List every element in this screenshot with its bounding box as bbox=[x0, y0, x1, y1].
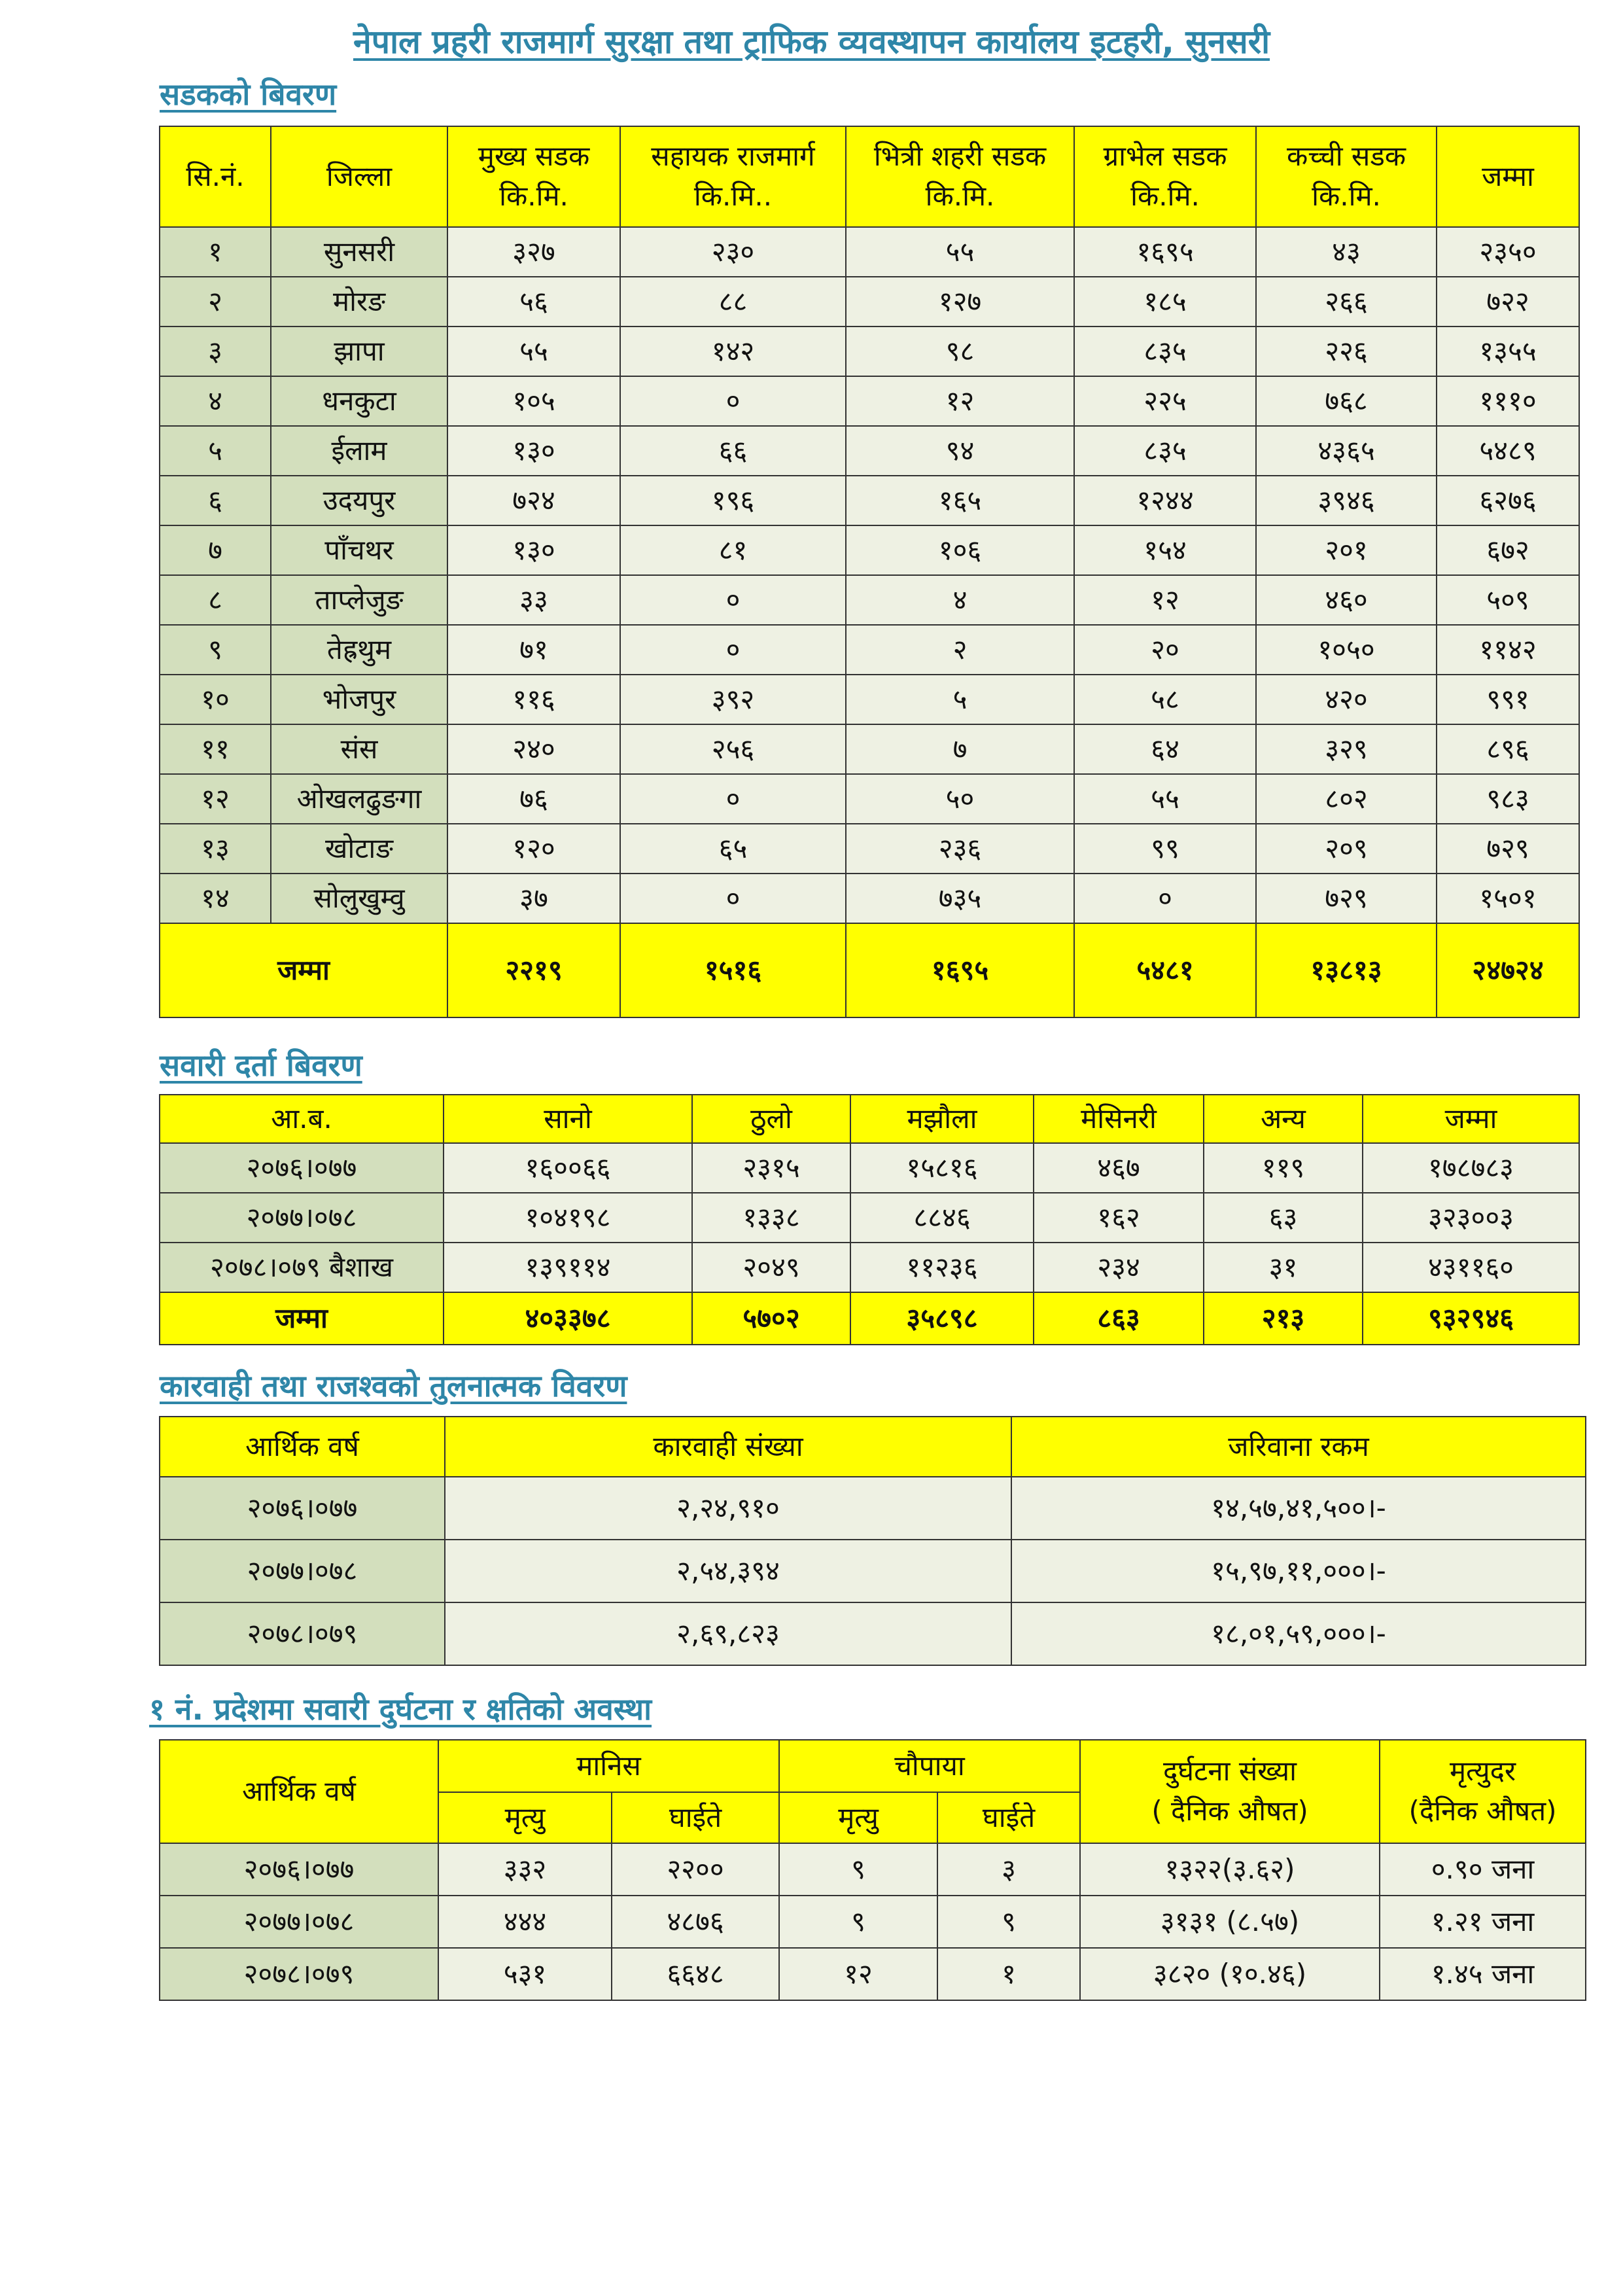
header-accident-count: दुर्घटना संख्या ( दैनिक औषत) bbox=[1080, 1740, 1380, 1843]
table-cell: ९ bbox=[779, 1896, 937, 1948]
road-table-header bbox=[160, 126, 1579, 227]
table-cell: ३ bbox=[937, 1843, 1080, 1896]
table-cell: ५५ bbox=[447, 327, 620, 376]
table-cell: सोलुखुम्वु bbox=[271, 874, 447, 923]
header-cattle: चौपाया bbox=[779, 1740, 1080, 1792]
table-cell: २५६ bbox=[620, 724, 846, 774]
table-cell: २०७८।०७९ bbox=[160, 1948, 438, 2000]
table-cell: ८९६ bbox=[1437, 724, 1579, 774]
table-cell: ४२० bbox=[1256, 675, 1437, 724]
table-cell: १२४४ bbox=[1074, 476, 1256, 525]
road-table-row bbox=[160, 824, 1579, 874]
table-cell: १२ bbox=[1074, 575, 1256, 625]
table-cell: ६६ bbox=[620, 426, 846, 476]
header-total: जम्मा bbox=[1437, 126, 1579, 227]
header-urban-road: भित्री शहरी सडक कि.मि. bbox=[846, 126, 1074, 227]
table-cell: ० bbox=[620, 575, 846, 625]
total-cell: २२१९ bbox=[447, 923, 620, 1017]
header-sn: सि.नं. bbox=[160, 126, 271, 227]
table-cell: २०७७।०७८ bbox=[160, 1540, 445, 1602]
table-cell: सुनसरी bbox=[271, 227, 447, 277]
table-cell: १५४ bbox=[1074, 525, 1256, 575]
vehicle-table-row bbox=[160, 1143, 1579, 1193]
header-fiscal-year: आर्थिक वर्ष bbox=[160, 1417, 445, 1477]
table-cell: ६२७६ bbox=[1437, 476, 1579, 525]
table-cell: ३९४६ bbox=[1256, 476, 1437, 525]
total-cell: १३८१३ bbox=[1256, 923, 1437, 1017]
table-cell: ५०९ bbox=[1437, 575, 1579, 625]
table-cell: पाँचथर bbox=[271, 525, 447, 575]
total-cell: ३५८९८ bbox=[850, 1292, 1034, 1345]
table-cell: ४३ bbox=[1256, 227, 1437, 277]
header-human: मानिस bbox=[438, 1740, 779, 1792]
total-label: जम्मा bbox=[160, 1292, 444, 1345]
header-death-rate: मृत्युदर (दैनिक औषत) bbox=[1380, 1740, 1586, 1843]
table-cell: ११६ bbox=[447, 675, 620, 724]
table-cell: मोरङ bbox=[271, 277, 447, 327]
action-section-heading: कारवाही तथा राजश्वको तुलनात्मक विवरण bbox=[160, 1368, 627, 1404]
table-cell: ६ bbox=[160, 476, 271, 525]
table-cell: ३८२० (१०.४६) bbox=[1080, 1948, 1380, 2000]
table-cell: ०.९० जना bbox=[1380, 1843, 1586, 1896]
table-cell: ३१३१ (८.५७) bbox=[1080, 1896, 1380, 1948]
table-cell: ५५ bbox=[1074, 774, 1256, 824]
table-cell: १२ bbox=[779, 1948, 937, 2000]
action-table-row bbox=[160, 1477, 1586, 1540]
table-cell: ६४ bbox=[1074, 724, 1256, 774]
total-cell: ४०३३७८ bbox=[444, 1292, 692, 1345]
action-table-row bbox=[160, 1602, 1586, 1665]
table-cell: २२५ bbox=[1074, 376, 1256, 426]
table-cell: २० bbox=[1074, 625, 1256, 675]
road-table-row bbox=[160, 525, 1579, 575]
total-cell: २४७२४ bbox=[1437, 923, 1579, 1017]
table-cell: ३९२ bbox=[620, 675, 846, 724]
table-cell: ० bbox=[620, 774, 846, 824]
table-cell: ४३६५ bbox=[1256, 426, 1437, 476]
table-cell: ५३१ bbox=[438, 1948, 612, 2000]
table-cell: २ bbox=[160, 277, 271, 327]
table-cell: २०४९ bbox=[692, 1243, 850, 1292]
road-table-row bbox=[160, 625, 1579, 675]
table-cell: ३ bbox=[160, 327, 271, 376]
table-cell: २३० bbox=[620, 227, 846, 277]
table-cell: ७१ bbox=[447, 625, 620, 675]
action-table-header bbox=[160, 1417, 1586, 1477]
table-cell: २४० bbox=[447, 724, 620, 774]
table-cell: १०६ bbox=[846, 525, 1074, 575]
table-cell: धनकुटा bbox=[271, 376, 447, 426]
table-cell: १८५ bbox=[1074, 277, 1256, 327]
table-cell: २३६ bbox=[846, 824, 1074, 874]
total-cell: २१३ bbox=[1204, 1292, 1363, 1345]
table-cell: १६५ bbox=[846, 476, 1074, 525]
road-section-heading: सडकको बिवरण bbox=[160, 77, 337, 112]
table-cell: ९ bbox=[160, 625, 271, 675]
total-cell: ८६३ bbox=[1034, 1292, 1204, 1345]
accident-table-row bbox=[160, 1896, 1586, 1948]
table-cell: ३३२ bbox=[438, 1843, 612, 1896]
table-cell: १११० bbox=[1437, 376, 1579, 426]
header-total: जम्मा bbox=[1363, 1095, 1579, 1143]
table-cell: ७६ bbox=[447, 774, 620, 824]
table-cell: २०७६।०७७ bbox=[160, 1843, 438, 1896]
table-cell: ७ bbox=[846, 724, 1074, 774]
table-cell: १५,९७,११,०००।- bbox=[1011, 1540, 1586, 1602]
header-small: सानो bbox=[444, 1095, 692, 1143]
table-cell: ४ bbox=[160, 376, 271, 426]
table-cell: ० bbox=[620, 376, 846, 426]
road-table-row bbox=[160, 227, 1579, 277]
table-cell: ९८ bbox=[846, 327, 1074, 376]
header-district: जिल्ला bbox=[271, 126, 447, 227]
page-title: नेपाल प्रहरी राजमार्ग सुरक्षा तथा ट्राफिक व्यवस्थापन कार्यालय इटहरी, सुनसरी bbox=[353, 23, 1270, 61]
table-cell: ८८४६ bbox=[850, 1193, 1034, 1243]
table-cell: उदयपुर bbox=[271, 476, 447, 525]
table-cell: १.४५ जना bbox=[1380, 1948, 1586, 2000]
table-cell: १२ bbox=[160, 774, 271, 824]
table-cell: १७८७८३ bbox=[1363, 1143, 1579, 1193]
table-cell: झापा bbox=[271, 327, 447, 376]
table-cell: २०७८।०७९ बैशाख bbox=[160, 1243, 444, 1292]
table-cell: २,५४,३९४ bbox=[445, 1540, 1011, 1602]
road-table-row bbox=[160, 277, 1579, 327]
table-cell: ४६० bbox=[1256, 575, 1437, 625]
table-cell: ११९ bbox=[1204, 1143, 1363, 1193]
table-cell: ८ bbox=[160, 575, 271, 625]
table-cell: ११ bbox=[160, 724, 271, 774]
table-cell: ८८ bbox=[620, 277, 846, 327]
table-cell: १०५ bbox=[447, 376, 620, 426]
table-cell: १० bbox=[160, 675, 271, 724]
table-cell: १२७ bbox=[846, 277, 1074, 327]
vehicle-table-row bbox=[160, 1243, 1579, 1292]
table-cell: ६७२ bbox=[1437, 525, 1579, 575]
header-main-road: मुख्य सडक कि.मि. bbox=[447, 126, 620, 227]
table-cell: ७२९ bbox=[1437, 824, 1579, 874]
accident-section-heading: १ नं. प्रदेशमा सवारी दुर्घटना र क्षतिको अवस्था bbox=[149, 1691, 652, 1727]
vehicle-table-header bbox=[160, 1095, 1579, 1143]
table-cell: ५ bbox=[846, 675, 1074, 724]
table-cell: १५०१ bbox=[1437, 874, 1579, 923]
table-cell: २ bbox=[846, 625, 1074, 675]
header-human-injured: घाईते bbox=[612, 1792, 779, 1843]
total-cell: ५४८१ bbox=[1074, 923, 1256, 1017]
table-cell: ५ bbox=[160, 426, 271, 476]
total-cell: १६९५ bbox=[846, 923, 1074, 1017]
table-cell: २३४ bbox=[1034, 1243, 1204, 1292]
header-cattle-death: मृत्यु bbox=[779, 1792, 937, 1843]
vehicle-table-row bbox=[160, 1193, 1579, 1243]
table-cell: ४४४ bbox=[438, 1896, 612, 1948]
road-table-row bbox=[160, 426, 1579, 476]
table-cell: २२०० bbox=[612, 1843, 779, 1896]
table-cell: १६००६६ bbox=[444, 1143, 692, 1193]
table-cell: ७६८ bbox=[1256, 376, 1437, 426]
table-cell: ७ bbox=[160, 525, 271, 575]
vehicle-section-heading: सवारी दर्ता बिवरण bbox=[160, 1048, 362, 1083]
table-cell: ७२४ bbox=[447, 476, 620, 525]
table-cell: १३९११४ bbox=[444, 1243, 692, 1292]
total-cell: ९३२९४६ bbox=[1363, 1292, 1579, 1345]
road-table-row bbox=[160, 376, 1579, 426]
table-cell: २,२४,९१० bbox=[445, 1477, 1011, 1540]
accident-table-header bbox=[160, 1740, 1586, 1792]
table-cell: ९ bbox=[937, 1896, 1080, 1948]
table-cell: ४६७ bbox=[1034, 1143, 1204, 1193]
action-table-row bbox=[160, 1540, 1586, 1602]
table-cell: २०७६।०७७ bbox=[160, 1143, 444, 1193]
vehicle-table bbox=[159, 1094, 1580, 1345]
table-cell: १६२ bbox=[1034, 1193, 1204, 1243]
table-cell: २६६ bbox=[1256, 277, 1437, 327]
table-cell: ३२९ bbox=[1256, 724, 1437, 774]
accident-table-row bbox=[160, 1948, 1586, 2000]
table-cell: ६६४८ bbox=[612, 1948, 779, 2000]
table-cell: २३१५ bbox=[692, 1143, 850, 1193]
table-cell: १८,०१,५९,०००।- bbox=[1011, 1602, 1586, 1665]
table-cell: १५८१६ bbox=[850, 1143, 1034, 1193]
header-fine-amount: जरिवाना रकम bbox=[1011, 1417, 1586, 1477]
table-cell: १०४१९८ bbox=[444, 1193, 692, 1243]
header-other: अन्य bbox=[1204, 1095, 1363, 1143]
header-action-count: कारवाही संख्या bbox=[445, 1417, 1011, 1477]
table-cell: ओखलढुङगा bbox=[271, 774, 447, 824]
table-cell: ९९ bbox=[1074, 824, 1256, 874]
table-cell: ४३११६० bbox=[1363, 1243, 1579, 1292]
table-cell: ५८ bbox=[1074, 675, 1256, 724]
table-cell: ३७ bbox=[447, 874, 620, 923]
table-cell: ० bbox=[620, 625, 846, 675]
header-fiscal-year: आ.ब. bbox=[160, 1095, 444, 1143]
table-cell: तेह्रथुम bbox=[271, 625, 447, 675]
table-cell: ९ bbox=[779, 1843, 937, 1896]
action-table bbox=[159, 1416, 1586, 1666]
table-cell: भोजपुर bbox=[271, 675, 447, 724]
table-cell: ३२३००३ bbox=[1363, 1193, 1579, 1243]
table-cell: ५४८९ bbox=[1437, 426, 1579, 476]
table-cell: ४८७६ bbox=[612, 1896, 779, 1948]
table-cell: ४ bbox=[846, 575, 1074, 625]
table-cell: १४ bbox=[160, 874, 271, 923]
header-large: ठुलो bbox=[692, 1095, 850, 1143]
table-cell: २०९ bbox=[1256, 824, 1437, 874]
table-cell: १.२१ जना bbox=[1380, 1896, 1586, 1948]
vehicle-total-row bbox=[160, 1292, 1579, 1345]
road-total-row bbox=[160, 923, 1579, 1017]
road-table-row bbox=[160, 575, 1579, 625]
table-cell: ११२३६ bbox=[850, 1243, 1034, 1292]
road-table-row bbox=[160, 476, 1579, 525]
header-medium: मझौला bbox=[850, 1095, 1034, 1143]
table-cell: १ bbox=[937, 1948, 1080, 2000]
table-cell: ९९१ bbox=[1437, 675, 1579, 724]
header-machinery: मेसिनरी bbox=[1034, 1095, 1204, 1143]
header-fiscal-year: आर्थिक वर्ष bbox=[160, 1740, 438, 1843]
table-cell: ९८३ bbox=[1437, 774, 1579, 824]
header-human-death: मृत्यु bbox=[438, 1792, 612, 1843]
table-cell: ३२७ bbox=[447, 227, 620, 277]
road-table-row bbox=[160, 675, 1579, 724]
table-cell: ७२९ bbox=[1256, 874, 1437, 923]
table-cell: १०५० bbox=[1256, 625, 1437, 675]
road-table-row bbox=[160, 874, 1579, 923]
table-cell: ६५ bbox=[620, 824, 846, 874]
table-cell: ईलाम bbox=[271, 426, 447, 476]
table-cell: ८३५ bbox=[1074, 327, 1256, 376]
table-cell: ८०२ bbox=[1256, 774, 1437, 824]
road-table bbox=[159, 126, 1580, 1018]
table-cell: १३० bbox=[447, 426, 620, 476]
total-cell: ५७०२ bbox=[692, 1292, 850, 1345]
table-cell: २०७७।०७८ bbox=[160, 1193, 444, 1243]
table-cell: खोटाङ bbox=[271, 824, 447, 874]
table-cell: ३३ bbox=[447, 575, 620, 625]
road-table-row bbox=[160, 724, 1579, 774]
table-cell: १९६ bbox=[620, 476, 846, 525]
road-table-row bbox=[160, 774, 1579, 824]
table-cell: ६३ bbox=[1204, 1193, 1363, 1243]
table-cell: ९४ bbox=[846, 426, 1074, 476]
road-table-row bbox=[160, 327, 1579, 376]
table-cell: १३५५ bbox=[1437, 327, 1579, 376]
table-cell: २३५० bbox=[1437, 227, 1579, 277]
header-feeder-highway: सहायक राजमार्ग कि.मि.. bbox=[620, 126, 846, 227]
table-cell: ० bbox=[620, 874, 846, 923]
table-cell: ७३५ bbox=[846, 874, 1074, 923]
table-cell: २०१ bbox=[1256, 525, 1437, 575]
accident-table-row bbox=[160, 1843, 1586, 1896]
table-cell: १३२२(३.६२) bbox=[1080, 1843, 1380, 1896]
table-cell: १२० bbox=[447, 824, 620, 874]
table-cell: ३१ bbox=[1204, 1243, 1363, 1292]
table-cell: २२६ bbox=[1256, 327, 1437, 376]
total-label: जम्मा bbox=[160, 923, 447, 1017]
header-gravel-road: ग्राभेल सडक कि.मि. bbox=[1074, 126, 1256, 227]
table-cell: ११४२ bbox=[1437, 625, 1579, 675]
table-cell: ५० bbox=[846, 774, 1074, 824]
total-cell: १५१६ bbox=[620, 923, 846, 1017]
accident-table bbox=[159, 1739, 1586, 2001]
table-cell: १४,५७,४१,५००।- bbox=[1011, 1477, 1586, 1540]
table-cell: १४२ bbox=[620, 327, 846, 376]
header-earthen-road: कच्ची सडक कि.मि. bbox=[1256, 126, 1437, 227]
table-cell: १६९५ bbox=[1074, 227, 1256, 277]
table-cell: २०७८।०७९ bbox=[160, 1602, 445, 1665]
table-cell: २,६९,८२३ bbox=[445, 1602, 1011, 1665]
table-cell: १२ bbox=[846, 376, 1074, 426]
table-cell: १ bbox=[160, 227, 271, 277]
table-cell: ७२२ bbox=[1437, 277, 1579, 327]
table-cell: १३ bbox=[160, 824, 271, 874]
table-cell: १३० bbox=[447, 525, 620, 575]
table-cell: १३३८ bbox=[692, 1193, 850, 1243]
table-cell: संस bbox=[271, 724, 447, 774]
table-cell: ५५ bbox=[846, 227, 1074, 277]
table-cell: ५६ bbox=[447, 277, 620, 327]
table-cell: २०७७।०७८ bbox=[160, 1896, 438, 1948]
table-cell: २०७६।०७७ bbox=[160, 1477, 445, 1540]
table-cell: ० bbox=[1074, 874, 1256, 923]
table-cell: ताप्लेजुङ bbox=[271, 575, 447, 625]
table-cell: ८३५ bbox=[1074, 426, 1256, 476]
header-cattle-injured: घाईते bbox=[937, 1792, 1080, 1843]
table-cell: ८१ bbox=[620, 525, 846, 575]
